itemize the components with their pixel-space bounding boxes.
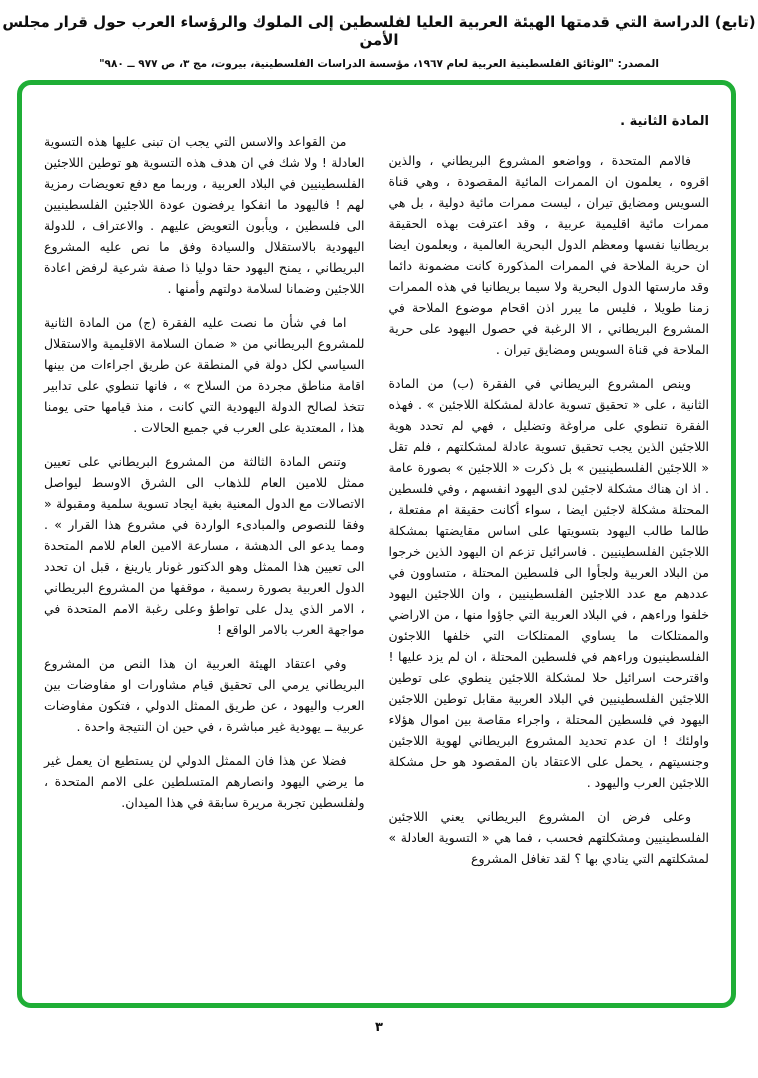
left-column: [44, 111, 365, 882]
right-paragraph-1: فالامم المتحدة ، وواضعو المشروع البريطاني ، والذين اقروه ، يعلمون ان الممرات المائية المقصودة ، وهي قناة السويس ومضايق تيران ، ليست ممرات مائية دولية ، بل هي ممرات مائية اقليمية عربية ، وقد اعترفت بهذه الحقيقة بريطانيا نفسها ومعظم الدول البحرية العالمية ، ويعلمون ايضا ان حرية الملاحة في الممرات المذكورة كانت مضمونة دائما وقد مارستها الدول البحرية ولا سيما بريطانيا في هذه الممرات زمنا طويلا ، فليس ما يبرر اذن اقحام موضوع الملاحة في المشروع البريطاني ، الا الرغبة في حصول اليهود على حرية الملاحة في قناة السويس ومضايق تيران .: [388, 153, 709, 357]
page-number: ٣: [375, 1020, 383, 1035]
right-paragraph-2: وينص المشروع البريطاني في الفقرة (ب) من المادة الثانية ، على « تحقيق تسوية عادلة لمشكلة اللاجئين » . فهذه الفقرة تنطوي على مراوغة وتضليل ، فهي لم تحدد هوية اللاجئين الذين يجب تحقيق تسوية عادلة لمشكلتهم ، فلم تقل « اللاجئين الفلسطينيين » بل ذكرت « اللاجئين » بصورة عامة . اذ ان هناك مشكلة لاجئين لدى اليهود انفسهم ، وفي فلسطين المحتلة مشكلة لاجئين ايضا ، سواء أكانت حقيقة ام مفتعلة ، طالما طالب اليهود بتسويتها على اساس مقايضتها بمشكلة اللاجئين الفلسطينيين . فاسرائيل تزعم ان اليهود الذين خرجوا من البلاد العربية ولجأوا الى فلسطين المحتلة ، متساوون في عددهم مع عدد اللاجئين الفلسطينيين ، وان اللاجئين اليهود خلفوا وراءهم ، في البلاد العربية التي جاؤوا منها ، من الاراضي والممتلكات ما يساوي الممتلكات التي خلفها اللاجئون الفلسطينيون وراءهم في فلسطين المحتلة ، ان لم يزد عليها ! واقترحت اسرائيل حلا لمشكلة اللاجئين ينطوي على توطين اللاجئين الفلسطينيين في البلاد العربية مقابل توطين اللاجئين اليهود في فلسطين المحتلة ، واجراء مقاصة بين اموال هؤلاء واولئك ! ان عدم تحديد المشروع البريطاني لهوية اللاجئين وجنسيتهم ، يحمل على الاعتقاد بان المقصود هو حل مشكلة اللاجئين العرب واليهود .: [388, 376, 709, 790]
right-column: [389, 111, 710, 882]
green-frame: [17, 80, 736, 1008]
page-header: [0, 0, 758, 70]
two-column-layout: [22, 85, 731, 902]
right-paragraph-3: وعلى فرض ان المشروع البريطاني يعني اللاجئين الفلسطينيين ومشكلتهم فحسب ، فما هي « التسوية العادلة » لمشكلتهم التي ينادي بها ؟ لقد تغافل المشروع: [388, 809, 709, 866]
document-title: (تابع) الدراسة التي قدمتها الهيئة العربية العليا لفلسطين إلى الملوك والرؤساء العرب حول قرار مجلس الأمن: [2, 13, 756, 49]
left-paragraph-1: من القواعد والاسس التي يجب ان تبنى عليها هذه التسوية العادلة ! ولا شك في ان هدف هذه التسوية هو توطين اللاجئين الفلسطينيين في البلاد العربية ، وربما مع دفع تعويضات رمزية لهم ! فاليهود ما انفكوا يرفضون عودة اللاجئين الفلسطينيين الى فلسطين ، ويأبون التعويض عليهم . والاعتراف ، للدولة اليهودية بالاستقلال والسيادة وفق ما نص عليه المشروع البريطاني ، يمنح اليهود حقا دوليا ذا صفة شرعية لرفض اعادة اللاجئين وضمانا لسلامة دولتهم وأمنها .: [44, 134, 365, 296]
left-paragraph-5: فضلا عن هذا فان الممثل الدولي لن يستطيع ان يعمل غير ما يرضي اليهود وانصارهم المتسلطين على الامم المتحدة ، ولفلسطين تجربة مريرة سابقة في هذا الميدان.: [44, 753, 365, 810]
left-paragraph-4: وفي اعتقاد الهيئة العربية ان هذا النص من المشروع البريطاني يرمي الى تحقيق قيام مشاورات او مفاوضات بين العرب واليهود ، عن طريق الممثل الدولي ، فتكون مفاوضات عربية ــ يهودية غير مباشرة ، في حين ان النتيجة واحدة .: [44, 656, 365, 734]
article-two-heading: المادة الثانية .: [620, 114, 709, 129]
left-paragraph-2: اما في شأن ما نصت عليه الفقرة (ج) من المادة الثانية للمشروع البريطاني من « ضمان السلامة الاقليمية والاستقلال السياسي لكل دولة في المنطقة عن طريق اجراءات من بينها اقامة مناطق مجردة من السلاح » ، فانها تنطوي على تدابير تتخذ لصالح الدولة اليهودية التي كانت ، منذ قيامها حتى يومنا هذا ، المعتدية على العرب في جميع الحالات .: [44, 315, 365, 435]
left-paragraph-3: وتنص المادة الثالثة من المشروع البريطاني على تعيين ممثل للامين العام للذهاب الى الشرق الاوسط ليواصل الاتصالات مع الدول المعنية بغية ايجاد تسوية سلمية ومقبولة « وفقا للنصوص والمبادىء الواردة في مشروع هذا القرار » . ومما يدعو الى الدهشة ، مسارعة الامين العام للامم المتحدة الى تعيين هذا الممثل وهو الدكتور غونار يارينغ ، قبل ان تحدد الدول العربية بصورة رسمية ، موقفها من المشروع البريطاني ، الامر الذي يدل على تواطؤ وعلى رغبة الامم المتحدة في مواجهة العرب بالامر الواقع !: [44, 454, 365, 637]
source-citation: المصدر: "الوثائق الفلسطينية العربية لعام ١٩٦٧، مؤسسة الدراسات الفلسطينية، بيروت، مج ٣، ص ٩٧٧ ــ ٩٨٠": [99, 58, 659, 70]
